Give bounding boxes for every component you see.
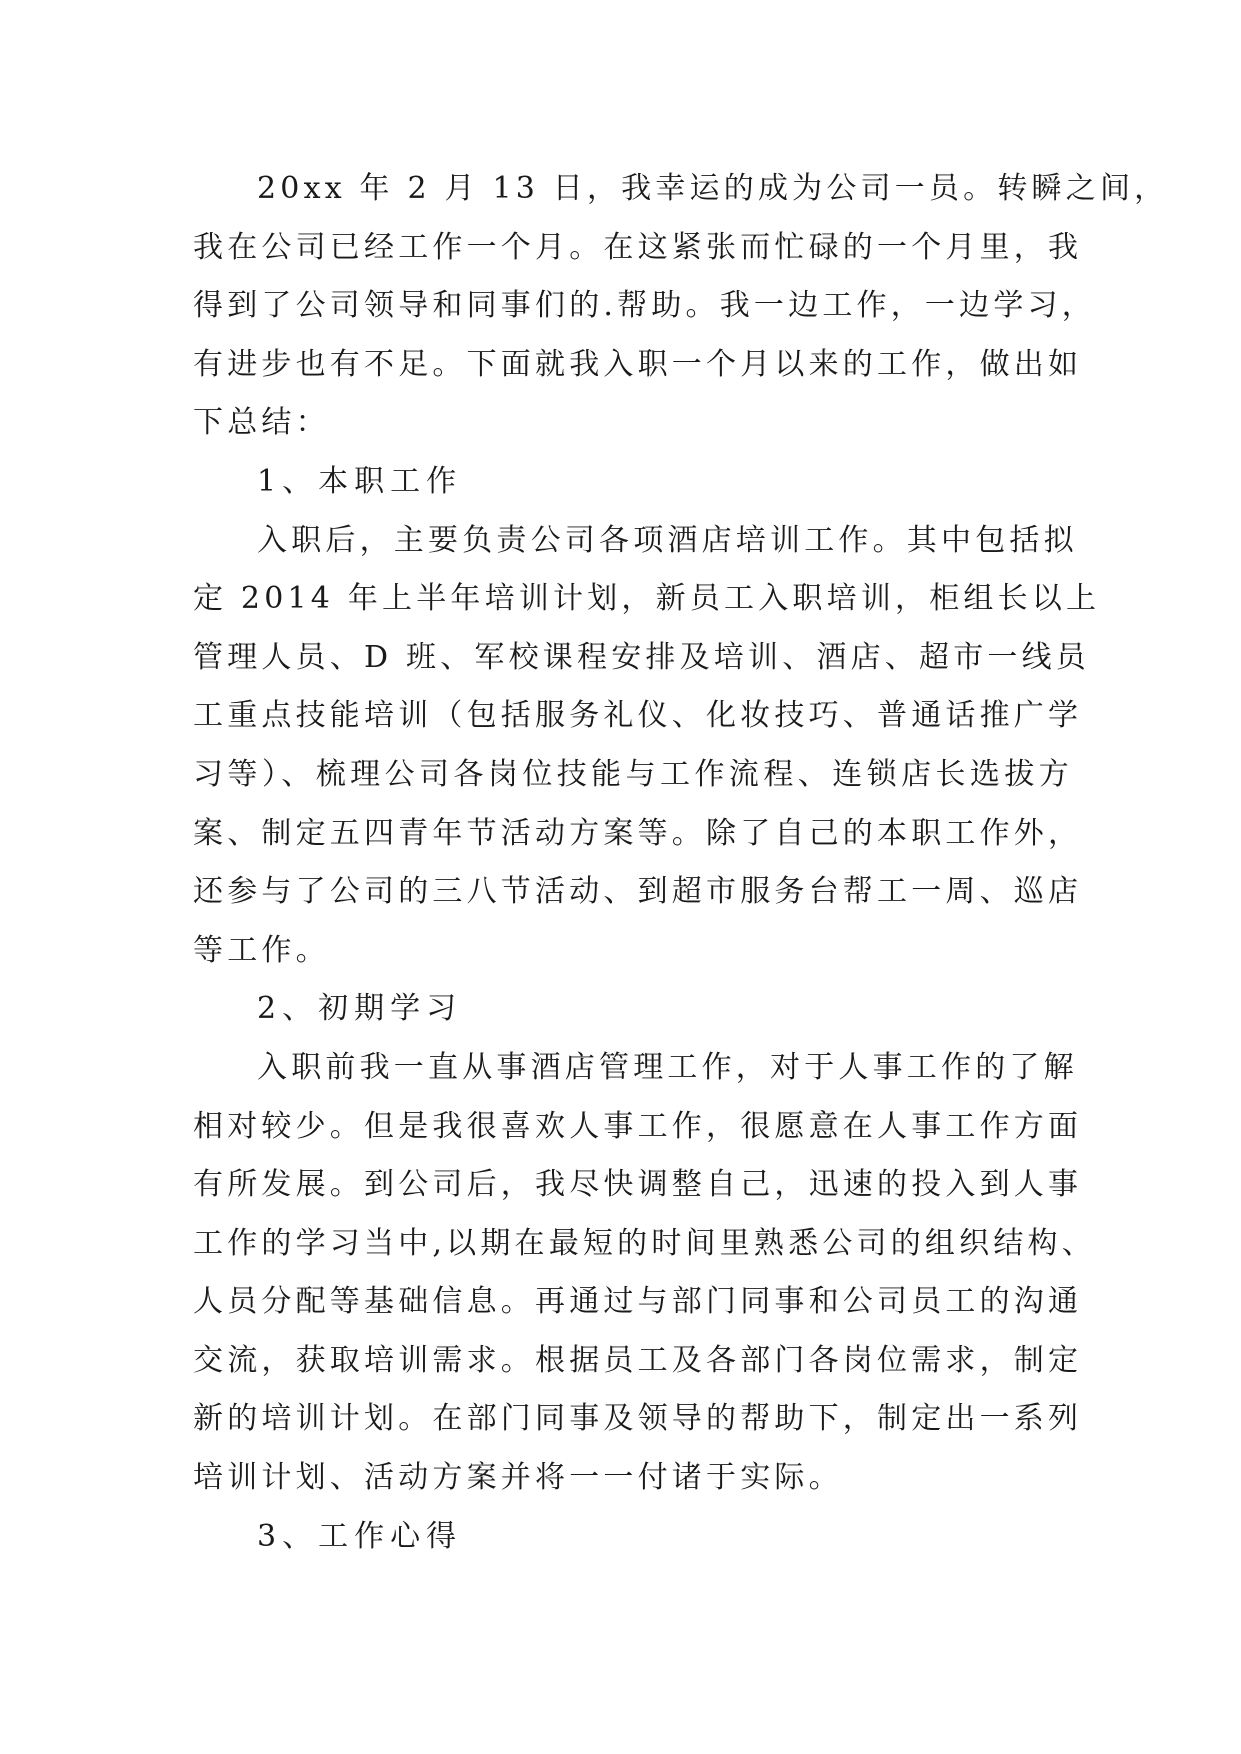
paragraph-line: 入职前我一直从事酒店管理工作，对于人事工作的了解	[257, 1049, 1078, 1085]
paragraph-line: 定 2014 年上半年培训计划，新员工入职培训，柜组长以上	[193, 581, 1101, 617]
paragraph-line: 得到了公司领导和同事们的.帮助。我一边工作，一边学习，	[193, 288, 1096, 324]
section-heading: 1、本职工作	[257, 463, 463, 499]
paragraph-line: 20xx 年 2 月 13 日，我幸运的成为公司一员。转瞬之间，	[257, 171, 1169, 206]
paragraph-line: 习等）、梳理公司各岗位技能与工作流程、连锁店长选拔方	[193, 756, 1073, 792]
paragraph-line: 有进步也有不足。下面就我入职一个月以来的工作，做出如	[193, 346, 1083, 382]
paragraph-line: 还参与了公司的三八节活动、到超市服务台帮工一周、巡店	[193, 874, 1083, 910]
document-body	[193, 160, 1169, 1566]
paragraph-line: 案、制定五四青年节活动方案等。除了自己的本职工作外，	[193, 815, 1083, 851]
paragraph-line: 交流，获取培训需求。根据员工及各部门各岗位需求，制定	[193, 1342, 1083, 1378]
paragraph-line: 工作的学习当中,以期在最短的时间里熟悉公司的组织结构、	[193, 1225, 1096, 1261]
section-heading: 2、初期学习	[257, 991, 463, 1027]
paragraph-line: 新的培训计划。在部门同事及领导的帮助下，制定出一系列	[193, 1401, 1083, 1437]
paragraph-line: 相对较少。但是我很喜欢人事工作，很愿意在人事工作方面	[193, 1108, 1083, 1144]
paragraph-line: 管理人员、D 班、军校课程安排及培训、酒店、超市一线员	[193, 639, 1090, 675]
section-heading: 3、工作心得	[257, 1518, 463, 1554]
paragraph-line: 有所发展。到公司后，我尽快调整自己，迅速的投入到人事	[193, 1167, 1083, 1203]
paragraph-line: 入职后，主要负责公司各项酒店培训工作。其中包括拟	[257, 522, 1078, 558]
paragraph-line: 人员分配等基础信息。再通过与部门同事和公司员工的沟通	[193, 1284, 1083, 1320]
paragraph-line: 工重点技能培训（包括服务礼仪、化妆技巧、普通话推广学	[193, 698, 1083, 734]
paragraph-line: 下总结：	[193, 405, 330, 441]
paragraph-line: 我在公司已经工作一个月。在这紧张而忙碌的一个月里，我	[193, 229, 1083, 265]
paragraph-line: 培训计划、活动方案并将一一付诸于实际。	[193, 1460, 843, 1496]
paragraph-line: 等工作。	[193, 932, 330, 968]
